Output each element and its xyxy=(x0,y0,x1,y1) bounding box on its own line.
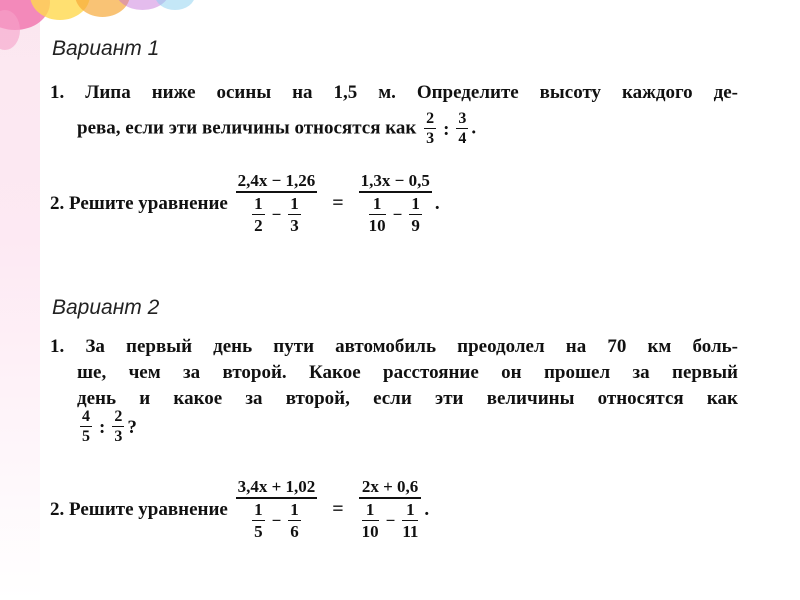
right-numerator: 2x + 0,6 xyxy=(359,478,422,499)
task-number: 1. xyxy=(50,82,65,103)
ratio-separator: : xyxy=(99,416,106,438)
task-text-line xyxy=(50,337,738,356)
task-text: Липа ниже осины на 1,5 м. Определите высоту каждого де- xyxy=(85,82,738,103)
equation-line: 2. Решите уравнение 2,4x − 1,26 $\frac{1}{2}$ − $\frac{1}{3}$ = 1,3x − 0,5 $\frac{1}{10}$ − $\frac{1}{9}$ . xyxy=(50,171,440,235)
worksheet xyxy=(50,0,795,600)
task-label: Решите уравнение xyxy=(69,192,228,214)
equals-sign: = xyxy=(332,192,344,214)
equation-left-fraction xyxy=(236,172,318,234)
left-numerator: 3,4x + 1,02 xyxy=(236,478,318,499)
left-denominator: $\frac{1}{5}$ − $\frac{1}{6}$ xyxy=(254,500,299,541)
task-text-line xyxy=(77,389,738,408)
task-number: 2. xyxy=(50,498,65,520)
equation-right-fraction xyxy=(359,478,422,540)
ratio-fraction-b: $\frac{3}{4}$ xyxy=(458,110,467,147)
task-number: 1. xyxy=(50,336,65,357)
task-text: За первый день пути автомобиль преодолел на 70 км боль- xyxy=(85,336,738,357)
variant-1-title: Вариант 1 xyxy=(52,37,160,60)
ratio-fraction-a: $\frac{2}{3}$ xyxy=(426,110,435,147)
equation-left-fraction xyxy=(236,478,318,540)
ratio-fraction-a: $\frac{4}{5}$ xyxy=(82,408,90,445)
ratio-fraction-b: $\frac{2}{3}$ xyxy=(114,408,123,445)
right-denominator: $\frac{1}{10}$ − $\frac{1}{9}$ xyxy=(368,194,420,235)
task-number: 2. xyxy=(50,192,65,214)
task-text: день и какое за второй, если эти величины относятся как xyxy=(77,388,738,409)
left-denominator: $\frac{1}{2}$ − $\frac{1}{3}$ xyxy=(254,194,299,235)
task-text-line xyxy=(50,83,738,102)
variant-2-title: Вариант 2 xyxy=(52,296,160,319)
equation-right-fraction xyxy=(359,172,432,234)
task-text: ше, чем за второй. Какое расстояние он прошел за первый xyxy=(77,362,738,383)
right-denominator: $\frac{1}{10}$ − $\frac{1}{11}$ xyxy=(361,500,419,541)
equation-line: 2. Решите уравнение 3,4x + 1,02 $\frac{1}{5}$ − $\frac{1}{6}$ = 2x + 0,6 $\frac{1}{10}$ − $\frac{1}{11}$ . xyxy=(50,477,430,541)
left-numerator: 2,4x − 1,26 xyxy=(236,172,318,193)
ratio-line: $\frac{4}{5}$ : $\frac{2}{3}$ ? xyxy=(82,408,137,445)
task-text: рева, если эти величины относятся как xyxy=(77,117,417,139)
decorative-side-strip xyxy=(0,0,40,600)
task-text-line: рева, если эти величины относятся как $\frac{2}{3}$ : $\frac{3}{4}$ . xyxy=(77,110,477,147)
task-text-line xyxy=(77,363,738,382)
task-label: Решите уравнение xyxy=(69,498,228,520)
ratio-separator: : xyxy=(443,118,450,140)
equals-sign: = xyxy=(332,498,344,520)
right-numerator: 1,3x − 0,5 xyxy=(359,172,432,193)
